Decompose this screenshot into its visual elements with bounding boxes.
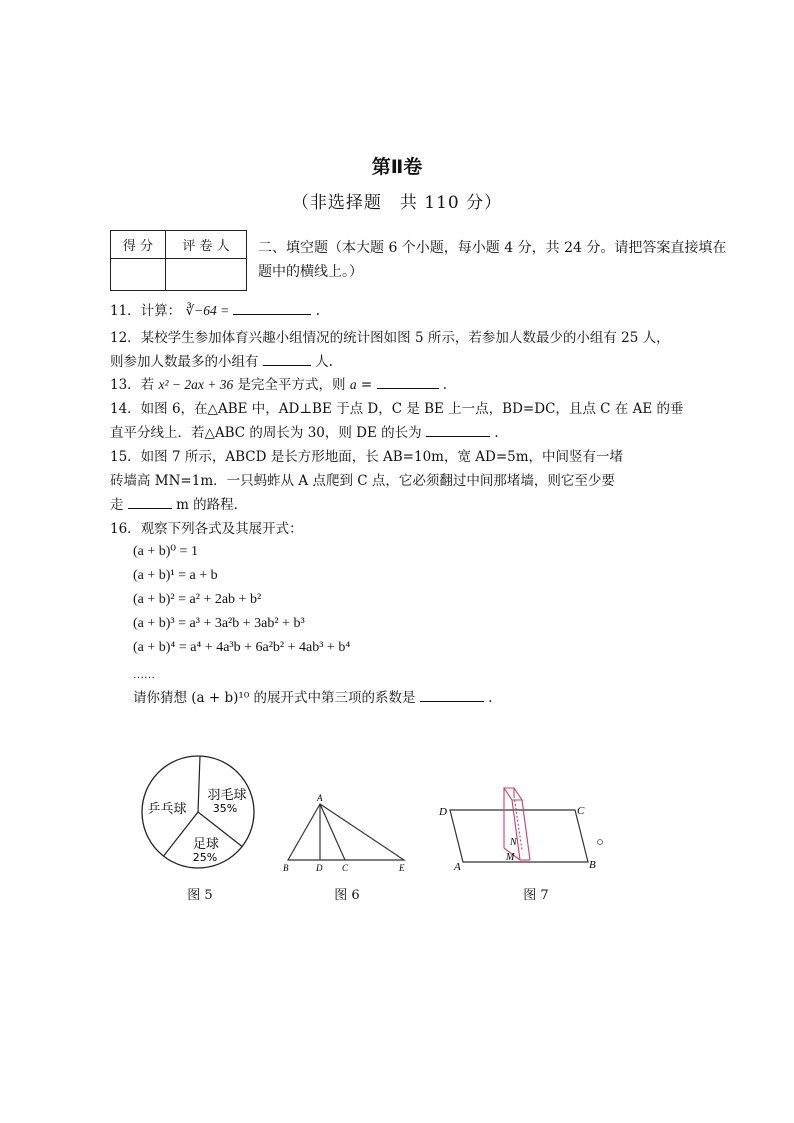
- figure-6-caption: 图 6: [334, 888, 360, 903]
- formula-3: (a + b)³ = a³ + 3a²b + 3ab² + b³: [133, 616, 305, 631]
- question-12-line2: [110, 351, 333, 373]
- q11-radical: ∛−64 =: [185, 303, 230, 318]
- page-subtitle: （非选择题 共 110 分）: [291, 193, 503, 213]
- point-c-label: C: [342, 863, 349, 873]
- q12-end: 人.: [315, 354, 333, 370]
- formula-1: (a + b)¹ = a + b: [133, 568, 218, 583]
- q12-answer-blank[interactable]: [263, 351, 311, 366]
- wall-edge-right: [522, 800, 530, 860]
- figure-6-triangle: [278, 792, 413, 874]
- q16-text: 请你猜想 (a + b)¹⁰ 的展开式中第三项的系数是: [133, 690, 416, 706]
- slice-value-football: 25%: [192, 851, 218, 864]
- question-16-ask: [133, 687, 492, 709]
- q13-var: a: [349, 377, 357, 392]
- point-m-label: M: [506, 852, 515, 863]
- q15-end: m 的路程．: [176, 497, 248, 513]
- question-16-intro: 16．观察下列各式及其展开式：: [110, 521, 303, 537]
- figure-5-pie-chart: [135, 752, 265, 872]
- figure-7-caption: 图 7: [523, 888, 549, 903]
- score-table: [110, 230, 247, 291]
- triangle-abe: [288, 804, 404, 860]
- point-a-label: A: [454, 861, 461, 873]
- wall-top: [504, 788, 522, 800]
- q13-a: 13．若: [110, 377, 159, 393]
- question-14-line1: 14．如图 6，在△ABE 中，AD⊥BE 于点 D，C 是 BE 上一点，BD=DC，且点 C 在 AE 的垂: [110, 401, 684, 417]
- formula-4: (a + b)⁴ = a⁴ + 4a³b + 6a²b² + 4ab³ + b⁴: [133, 640, 351, 655]
- grader-header: 评 卷 人: [166, 231, 247, 259]
- point-d-label: D: [316, 863, 323, 873]
- q11-text: 11．计算：: [110, 303, 182, 319]
- point-b-label: B: [589, 859, 596, 871]
- score-header: 得 分: [111, 231, 166, 259]
- question-15-line3: [110, 494, 247, 516]
- q13-c: =: [360, 377, 373, 393]
- question-11: [110, 300, 320, 322]
- q14-answer-blank[interactable]: [426, 422, 490, 437]
- slice-value-badminton: 35%: [212, 802, 238, 815]
- figure-5-caption: 图 5: [187, 888, 213, 903]
- formula-dots: ……: [133, 669, 155, 681]
- slice-label-badminton: 羽毛球: [207, 788, 247, 803]
- q14-text: 直平分线上．若△ABC 的周长为 30，则 DE 的长为: [110, 425, 422, 441]
- formula-2: (a + b)² = a² + 2ab + b²: [133, 592, 262, 607]
- question-15-line1: 15．如图 7 所示，ABCD 是长方形地面，长 AB=10m，宽 AD=5m，中间竖有一堵: [110, 449, 624, 465]
- point-e-label: E: [399, 863, 405, 873]
- score-cell[interactable]: [111, 259, 166, 291]
- q14-end: .: [494, 425, 499, 441]
- q13-answer-blank[interactable]: [377, 374, 439, 389]
- question-15-line2: 砖墙高 MN=1m．一只蚂蚱从 A 点爬到 C 点，它必须翻过中间那堵墙，则它至少要: [110, 473, 615, 489]
- q15-answer-blank[interactable]: [128, 494, 172, 509]
- q13-end: .: [442, 377, 448, 393]
- q11-end: .: [315, 303, 321, 319]
- point-n-label: N: [510, 837, 517, 848]
- grader-cell[interactable]: [166, 259, 247, 291]
- q15-text: 走: [110, 497, 124, 513]
- point-a-label: A: [317, 793, 323, 803]
- q11-answer-blank[interactable]: [233, 300, 311, 315]
- question-12-line1: 12．某校学生参加体育兴趣小组情况的统计图如图 5 所示，若参加人数最少的小组有 25 人，: [110, 330, 670, 346]
- q13-expr: x² − 2ax + 36: [158, 377, 234, 392]
- question-14-line2: [110, 422, 499, 444]
- figure-7-floor-wall: [430, 780, 610, 875]
- slice-label-football: 足球: [192, 837, 220, 852]
- stray-circle-mark: [598, 840, 603, 845]
- question-13: [110, 374, 447, 396]
- page-title: 第Ⅱ卷: [371, 156, 423, 178]
- q16-answer-blank[interactable]: [420, 687, 484, 702]
- point-c-label: C: [577, 805, 585, 817]
- q12-text: 则参加人数最多的小组有: [110, 354, 259, 370]
- formula-0: (a + b)⁰ = 1: [133, 544, 198, 559]
- q13-b: 是完全平方式，则: [237, 377, 350, 393]
- section-heading: 二、填空题（本大题 6 个小题，每小题 4 分，共 24 分。请把答案直接填在题中的横线上。）: [258, 240, 727, 280]
- slice-label-pingpong: 乒乓球: [147, 802, 187, 817]
- point-d-label: D: [439, 806, 447, 818]
- q16-end: .: [488, 690, 493, 706]
- point-b-label: B: [283, 863, 289, 873]
